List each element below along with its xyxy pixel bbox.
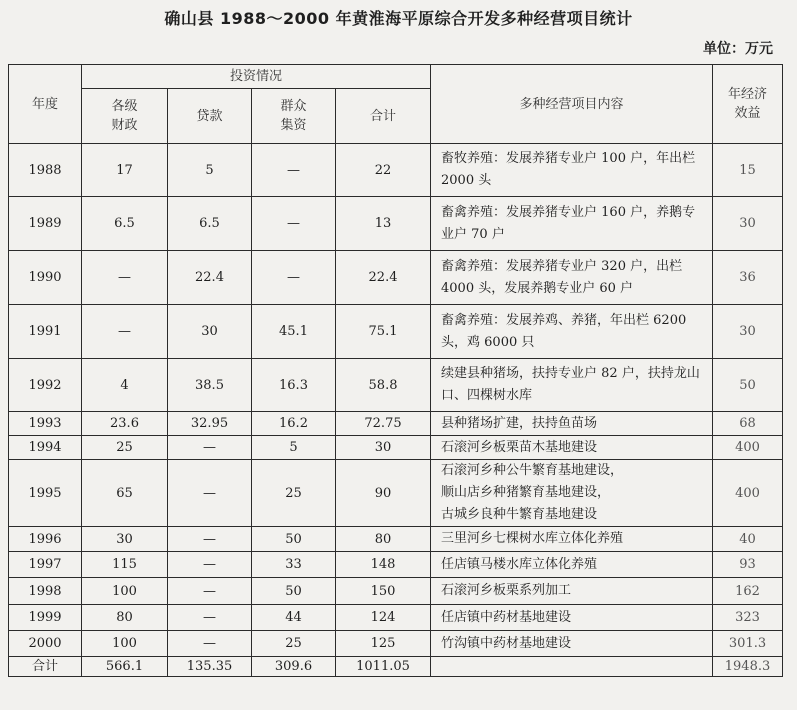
- page-title: 确山县 1988～2000 年黄淮海平原综合开发多种经营项目统计: [164, 9, 633, 28]
- cell-year: 1989: [9, 197, 82, 251]
- cell-total: 13: [336, 197, 431, 251]
- cell-total: 90: [336, 460, 431, 527]
- cell-benefit: 400: [713, 436, 783, 460]
- cell-finance: 80: [82, 605, 168, 631]
- cell-year: 1996: [9, 527, 82, 552]
- cell-total: 125: [336, 631, 431, 657]
- cell-pooled: 25: [252, 631, 336, 657]
- cell-loan: 32.95: [168, 412, 252, 436]
- cell-benefit: 30: [713, 305, 783, 359]
- cell-benefit: 30: [713, 197, 783, 251]
- cell-loan: —: [168, 527, 252, 552]
- cell-loan: —: [168, 436, 252, 460]
- cell-finance: 4: [82, 359, 168, 412]
- table-row: [9, 251, 783, 305]
- cell-finance: 30: [82, 527, 168, 552]
- cell-pooled: —: [252, 251, 336, 305]
- cell-content: 竹沟镇中药材基地建设: [431, 631, 713, 657]
- cell-pooled: 5: [252, 436, 336, 460]
- table-row: [9, 412, 783, 436]
- totals-pooled: 309.6: [252, 657, 336, 677]
- totals-benefit: 1948.3: [713, 657, 783, 677]
- cell-finance: 100: [82, 578, 168, 605]
- cell-pooled: —: [252, 197, 336, 251]
- cell-benefit: 15: [713, 144, 783, 197]
- table-row: [9, 527, 783, 552]
- table-row: [9, 197, 783, 251]
- cell-total: 30: [336, 436, 431, 460]
- cell-pooled: 33: [252, 552, 336, 578]
- table-row: [9, 359, 783, 412]
- totals-content: [431, 657, 713, 677]
- cell-content: 石滚河乡板栗系列加工: [431, 578, 713, 605]
- table-row: [9, 605, 783, 631]
- cell-loan: 5: [168, 144, 252, 197]
- cell-year: 1997: [9, 552, 82, 578]
- cell-finance: 115: [82, 552, 168, 578]
- table-row: [9, 305, 783, 359]
- cell-benefit: 36: [713, 251, 783, 305]
- cell-pooled: 45.1: [252, 305, 336, 359]
- cell-content: 三里河乡七棵树水库立体化养殖: [431, 527, 713, 552]
- cell-benefit: 323: [713, 605, 783, 631]
- cell-finance: 23.6: [82, 412, 168, 436]
- cell-benefit: 301.3: [713, 631, 783, 657]
- totals-total: 1011.05: [336, 657, 431, 677]
- totals-loan: 135.35: [168, 657, 252, 677]
- totals-finance: 566.1: [82, 657, 168, 677]
- cell-year: 1999: [9, 605, 82, 631]
- table-row: [9, 631, 783, 657]
- header-loan: 贷款: [168, 89, 252, 144]
- header-benefit: 年经济 效益: [713, 65, 783, 144]
- cell-total: 75.1: [336, 305, 431, 359]
- table-row: [9, 436, 783, 460]
- totals-label: 合计: [9, 657, 82, 677]
- cell-loan: —: [168, 460, 252, 527]
- cell-year: 1990: [9, 251, 82, 305]
- cell-loan: —: [168, 631, 252, 657]
- header-investment: 投资情况: [82, 65, 431, 89]
- header-year: 年度: [9, 65, 82, 144]
- cell-content: 石滚河乡种公牛繁育基地建设， 顺山店乡种猪繁育基地建设， 古城乡良种牛繁育基地建设: [431, 460, 713, 527]
- cell-benefit: 68: [713, 412, 783, 436]
- cell-pooled: 16.2: [252, 412, 336, 436]
- header-content: 多种经营项目内容: [431, 65, 713, 144]
- cell-content: 畜牧养殖：发展养猪专业户 100 户，年出栏 2000 头: [431, 144, 713, 197]
- cell-loan: —: [168, 605, 252, 631]
- totals-row: [9, 657, 783, 677]
- cell-pooled: 25: [252, 460, 336, 527]
- cell-benefit: 40: [713, 527, 783, 552]
- cell-finance: 65: [82, 460, 168, 527]
- cell-content: 任店镇中药材基地建设: [431, 605, 713, 631]
- statistics-table: [8, 64, 783, 677]
- cell-finance: —: [82, 305, 168, 359]
- cell-total: 22.4: [336, 251, 431, 305]
- cell-loan: —: [168, 578, 252, 605]
- cell-total: 150: [336, 578, 431, 605]
- cell-year: 1995: [9, 460, 82, 527]
- cell-pooled: 44: [252, 605, 336, 631]
- cell-total: 72.75: [336, 412, 431, 436]
- cell-content: 石滚河乡板栗苗木基地建设: [431, 436, 713, 460]
- cell-total: 148: [336, 552, 431, 578]
- cell-content: 任店镇马楼水库立体化养殖: [431, 552, 713, 578]
- cell-pooled: 16.3: [252, 359, 336, 412]
- cell-content: 畜禽养殖：发展养猪专业户 160 户，养鹅专业户 70 户: [431, 197, 713, 251]
- cell-loan: 22.4: [168, 251, 252, 305]
- cell-loan: 6.5: [168, 197, 252, 251]
- cell-total: 80: [336, 527, 431, 552]
- cell-pooled: 50: [252, 578, 336, 605]
- cell-loan: 38.5: [168, 359, 252, 412]
- table-body: [9, 144, 783, 657]
- cell-content: 县种猪场扩建，扶持鱼苗场: [431, 412, 713, 436]
- cell-content: 畜禽养殖：发展养猪专业户 320 户，出栏 4000 头，发展养鹅专业户 60 户: [431, 251, 713, 305]
- cell-year: 1991: [9, 305, 82, 359]
- cell-year: 1994: [9, 436, 82, 460]
- table-row: [9, 460, 783, 527]
- table-row: [9, 578, 783, 605]
- cell-year: 1992: [9, 359, 82, 412]
- cell-loan: —: [168, 552, 252, 578]
- cell-finance: 25: [82, 436, 168, 460]
- cell-finance: 100: [82, 631, 168, 657]
- cell-benefit: 50: [713, 359, 783, 412]
- cell-pooled: —: [252, 144, 336, 197]
- cell-total: 124: [336, 605, 431, 631]
- cell-year: 1988: [9, 144, 82, 197]
- cell-total: 22: [336, 144, 431, 197]
- cell-benefit: 93: [713, 552, 783, 578]
- cell-finance: —: [82, 251, 168, 305]
- cell-year: 2000: [9, 631, 82, 657]
- unit-label: 单位：万元: [703, 41, 773, 57]
- cell-year: 1998: [9, 578, 82, 605]
- cell-content: 畜禽养殖：发展养鸡、养猪，年出栏 6200 头，鸡 6000 只: [431, 305, 713, 359]
- table-row: [9, 144, 783, 197]
- cell-year: 1993: [9, 412, 82, 436]
- cell-benefit: 162: [713, 578, 783, 605]
- header-finance: 各级 财政: [82, 89, 168, 144]
- cell-loan: 30: [168, 305, 252, 359]
- table-row: [9, 552, 783, 578]
- cell-finance: 6.5: [82, 197, 168, 251]
- cell-total: 58.8: [336, 359, 431, 412]
- header-total: 合计: [336, 89, 431, 144]
- cell-content: 续建县种猪场，扶持专业户 82 户，扶持龙山口、四棵树水库: [431, 359, 713, 412]
- cell-benefit: 400: [713, 460, 783, 527]
- cell-finance: 17: [82, 144, 168, 197]
- header-pooled: 群众 集资: [252, 89, 336, 144]
- cell-pooled: 50: [252, 527, 336, 552]
